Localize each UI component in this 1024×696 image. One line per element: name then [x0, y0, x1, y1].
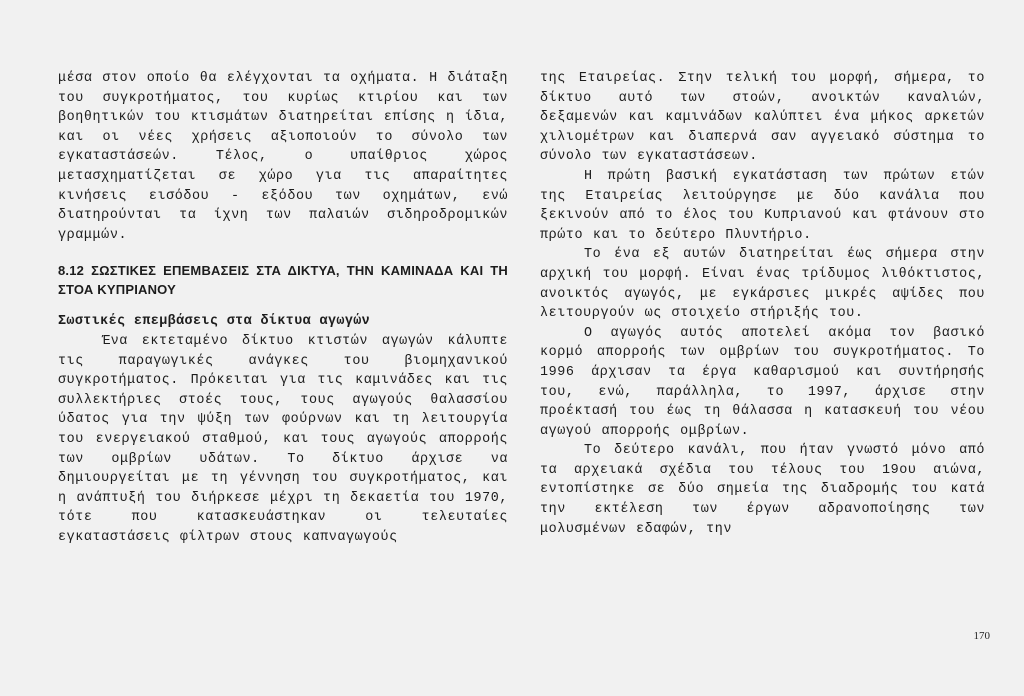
right-column — [540, 69, 985, 539]
paragraph-1: της Εταιρείας. Στην τελική του μορφή, σήμερα, το δίκτυο αυτό των στοών, ανοικτών καναλιών, δεξαμενών και καμινάδων καλύπτει ένα μήκος αρκετών χιλιομέτρων και διαπερνά σαν αγγειακό σύστημα το σύνολο των εγκαταστάσεων. — [540, 71, 985, 165]
page-number: 170 — [973, 630, 990, 642]
sub-heading: Σωστικές επεμβάσεις στα δίκτυα αγωγών — [58, 314, 371, 330]
left-column — [58, 69, 508, 547]
paragraph-networks: Ένα εκτεταμένο δίκτυο κτιστών αγωγών κάλυπτε τις παραγωγικές ανάγκες του βιομηχανικού συγκροτήματος. Πρόκειται για τις καμινάδες και τις συλλεκτήριες στοές τους, τους αγωγούς θαλασσίου ύδατος για την ψύξη των φούρνων και τη λειτουργία του ενεργειακού σταθμού, και τους αγωγούς απορροής των ομβρίων υδάτων. Το δίκτυο άρχισε να δημιουργείται με τη γέννηση του συγκροτήματος, και η ανάπτυξή του διήρκεσε μέχρι τη δεκαετία του 1970, τότε που κατασκευάστηκαν οι τελευταίες εγκαταστάσεις φίλτρων στους καπναγωγούς — [58, 333, 508, 545]
section-heading: 8.12 ΣΩΣΤΙΚΕΣ ΕΠΕΜΒΑΣΕΙΣ ΣΤΑ ΔΙΚΤΥΑ, ΤΗΝ ΚΑΜΙΝΑΔΑ ΚΑΙ ΤΗ ΣΤΟΑ ΚΥΠΡΙΑΝΟΥ — [58, 263, 508, 298]
paragraph-4: Ο αγωγός αυτός αποτελεί ακόμα τον βασικό κορμό απορροής των ομβρίων του συγκροτήματος. Το 1996 άρχισαν τα έργα καθαρισμού και συντήρησής του, ενώ, παράλληλα, το 1997, άρχισε στην προέκτασή του έως τη θάλασσα η κατασκευή του νέου αγωγού απορροής ομβρίων. — [540, 325, 985, 439]
paragraph-intro: μέσα στον οποίο θα ελέγχονται τα οχήματα. Η διάταξη του συγκροτήματος, του κυρίως κτιρίου και των βοηθητικών του κτισμάτων διατηρείται επίσης η ίδια, και οι νέες χρήσεις αξιοποιούν το σύνολο των εγκαταστάσεών. Τέλος, ο υπαίθριος χώρος μετασχηματίζεται σε χώρο για τις απαραίτητες κινήσεις εισόδου - εξόδου των οχημάτων, ενώ διατηρούνται τα ίχνη των παλαιών σιδηροδρομικών γραμμών. — [58, 71, 508, 243]
paragraph-5: Το δεύτερο κανάλι, που ήταν γνωστό μόνο από τα αρχειακά σχέδια του τέλους του 19ου αιώνα, εντοπίστηκε σε δύο σημεία της διαδρομής του κατά την εκτέλεση των έργων αδρανοποίησης των μολυσμένων εδαφών, την — [540, 443, 985, 537]
paragraph-2: Η πρώτη βασική εγκατάσταση των πρώτων ετών της Εταιρείας λειτούργησε με δύο κανάλια που ξεκινούν από το έλος του Κυπριανού και φτάνουν στο πρώτο και το δεύτερο Πλυντήριο. — [540, 168, 985, 243]
paragraph-3: Το ένα εξ αυτών διατηρείται έως σήμερα στην αρχική του μορφή. Είναι ένας τρίδυμος λιθόκτιστος, ανοικτός αγωγός, με εγκάρσιες μικρές αψίδες που λειτουργούν ως στοιχείο στήριξής του. — [540, 247, 985, 322]
